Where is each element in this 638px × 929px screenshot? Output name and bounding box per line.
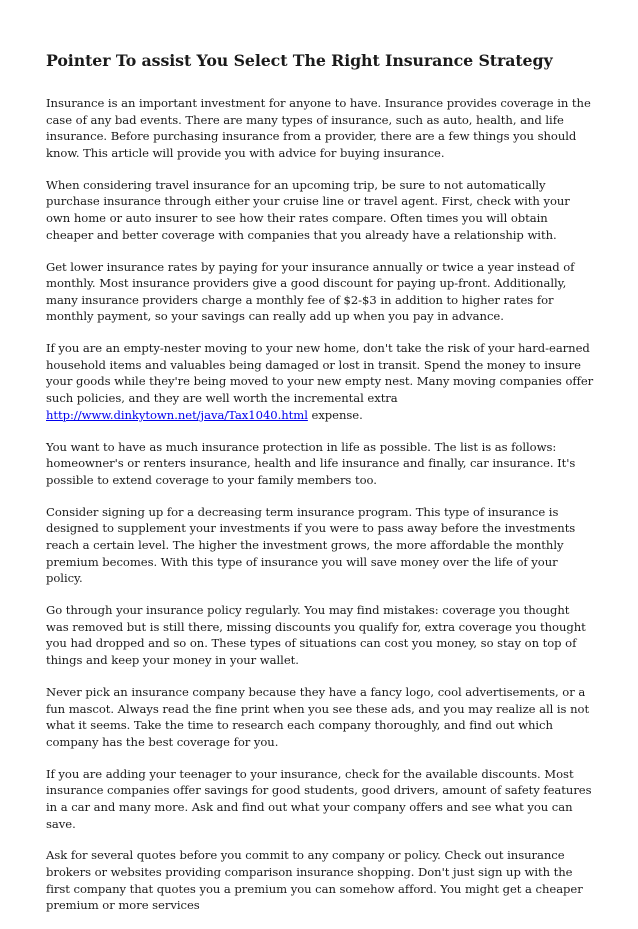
paragraph-protection: You want to have as much insurance protection in life as possible. The list is as follows: homeowner's or renters insurance, health and life insurance and finally, car insurance. It's possible to extend coverage to your family members too. bbox=[46, 439, 576, 487]
paragraph-company-choice: Never pick an insurance company because they have a fancy logo, cool advertisements, or a fun mascot. Always read the fine print when you see these ads, and you may realize all is not what it seems. Take the time to research each company thoroughly, and find out which company has the best coverage for you. bbox=[46, 684, 590, 749]
document-title: Pointer To assist You Select The Right Insurance Strategy bbox=[46, 51, 553, 70]
paragraph-moving-text: If you are an empty-nester moving to your new home, don't take the risk of your hard-earned household items and valuables being damaged or lost in transit. Spend the money to insure your goods while they're being moved to your new empty nest. Many moving companies offer such policies, and they are well worth the incremental extra bbox=[46, 341, 594, 406]
document-page bbox=[46, 50, 594, 929]
paragraph-decreasing-term: Consider signing up for a decreasing term insurance program. This type of insurance is designed to supplement your investments if you were to pass away before the investments reach a certain level. The higher the investment grows, the more affordable the monthly premium becomes. With this type of insurance you will save money over the life of your policy. bbox=[46, 504, 576, 586]
paragraph-annual-payment: Get lower insurance rates by paying for your insurance annually or twice a year instead of monthly. Most insurance providers give a good discount for paying up-front. Additionally, many insurance providers charge a monthly fee of $2-$3 in addition to higher rates for monthly payment, so your savings can really add up when you pay in advance. bbox=[46, 259, 575, 324]
paragraph-review-policy: Go through your insurance policy regularly. You may find mistakes: coverage you thought was removed but is still there, missing discounts you qualify for, extra coverage you thought you had dropped and so on. These types of situations can cost you money, so stay on top of things and keep your money in your wallet. bbox=[46, 603, 586, 667]
paragraph-moving bbox=[46, 340, 594, 423]
paragraph-travel-insurance: When considering travel insurance for an upcoming trip, be sure to not automatically purchase insurance through either your cruise line or travel agent. First, check with your own home or auto insurer to see how their rates compare. Often times you will obtain cheaper and better coverage with companies that you already have a relationship with. bbox=[46, 177, 570, 242]
tax-calculator-link[interactable]: http://www.dinkytown.net/java/Tax1040.html bbox=[46, 407, 308, 422]
paragraph-intro: Insurance is an important investment for anyone to have. Insurance provides coverage in the case of any bad events. There are many types of insurance, such as auto, health, and life insurance. Before purchasing insurance from a provider, there are a few things you should know. This article will provide you with advice for buying insurance. bbox=[46, 96, 591, 160]
paragraph-moving-tail: expense. bbox=[307, 407, 363, 422]
paragraph-quotes: Ask for several quotes before you commit to any company or policy. Check out insurance brokers or websites providing comparison insurance shopping. Don't just sign up with the first company that quotes you a premium you can somehow afford. You might get a cheaper premium or more services bbox=[46, 848, 583, 913]
paragraph-teen-discounts: If you are adding your teenager to your insurance, check for the available discounts. Most insurance companies offer savings for good students, good drivers, amount of safety features in a car and many more. Ask and find out what your company offers and see what you can save. bbox=[46, 766, 592, 831]
